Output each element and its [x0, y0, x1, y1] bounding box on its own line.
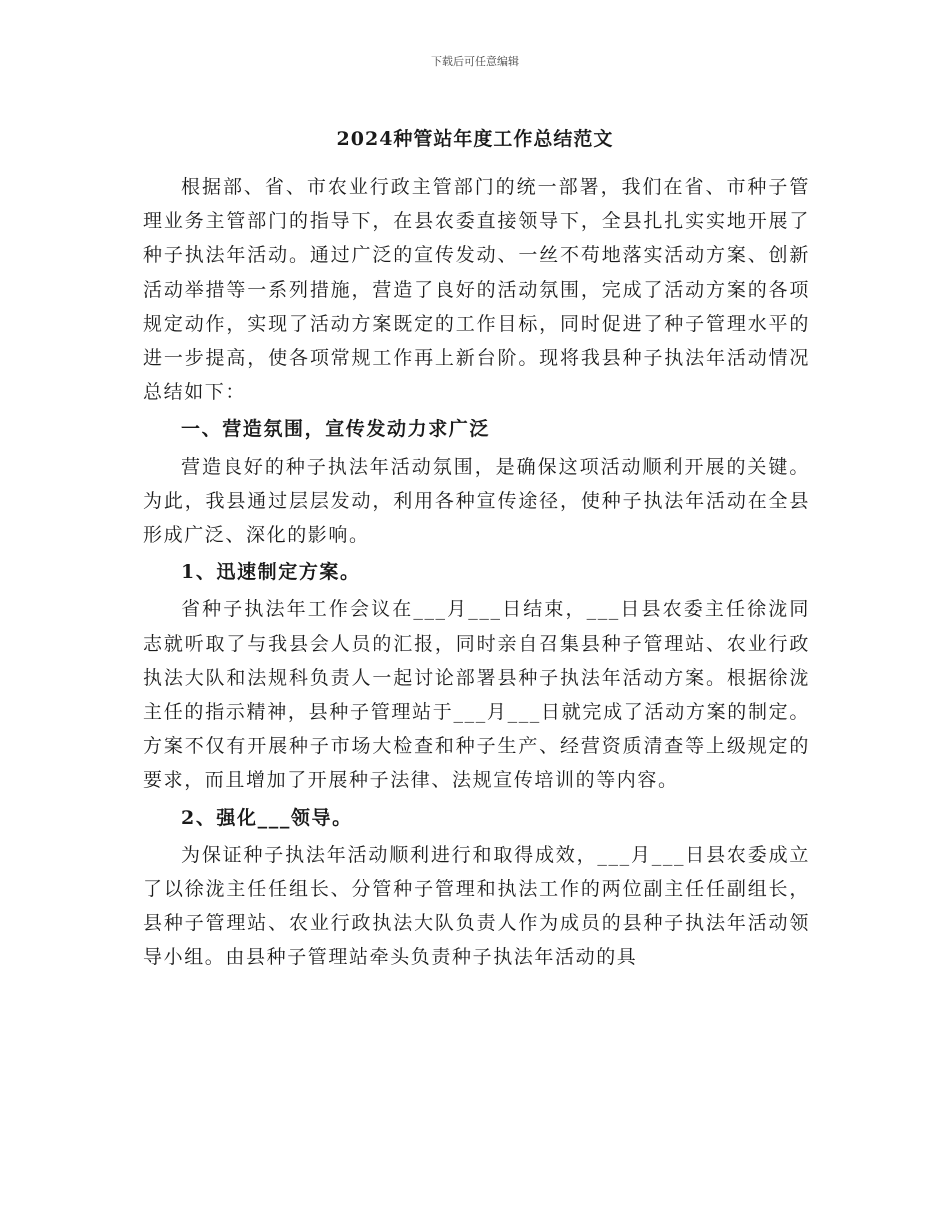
paragraph-subsection-2: 为保证种子执法年活动顺利进行和取得成效，___月___日县农委成立了以徐泷主任任组长、分管种子管理和执法工作的两位副主任任副组长，县种子管理站、农业行政执法大队负责人作为成员的县种子执法年活动领导小组。由县种子管理站牵头负责种子执法年活动的具 — [143, 843, 810, 969]
document-body — [143, 170, 810, 975]
paragraph-subsection-1: 省种子执法年工作会议在___月___日结束，___日县农委主任徐泷同志就听取了与我县会人员的汇报，同时亲自召集县种子管理站、农业行政执法大队和法规科负责人一起讨论部署县种子执法年活动方案。根据徐泷主任的指示精神，县种子管理站于___月___日就完成了活动方案的制定。方案不仅有开展种子市场大检查和种子生产、经营资质清查等上级规定的要求，而且增加了开展种子法律、法规宣传培训的等内容。 — [143, 598, 810, 792]
document-title: 2024种管站年度工作总结范文 — [336, 128, 614, 150]
subheading-1: 1、迅速制定方案。 — [181, 561, 361, 584]
paragraph-section-1: 营造良好的种子执法年活动氛围，是确保这项活动顺利开展的关键。为此，我县通过层层发动，利用各种宣传途径，使种子执法年活动在全县形成广泛、深化的影响。 — [143, 455, 810, 547]
section-heading-1: 一、营造氛围，宣传发动力求广泛 — [181, 418, 491, 441]
subheading-2: 2、强化___领导。 — [181, 806, 353, 829]
paragraph-intro: 根据部、省、市农业行政主管部门的统一部署，我们在省、市种子管理业务主管部门的指导下，在县农委直接领导下，全县扎扎实实地开展了种子执法年活动。通过广泛的宣传发动、一丝不苟地落实活动方案、创新活动举措等一系列措施，营造了良好的活动氛围，完成了活动方案的各项规定动作，实现了活动方案既定的工作目标，同时促进了种子管理水平的进一步提高，使各项常规工作再上新台阶。现将我县种子执法年活动情况总结如下： — [143, 176, 810, 404]
header-note: 下载后可任意编辑 — [431, 55, 519, 68]
